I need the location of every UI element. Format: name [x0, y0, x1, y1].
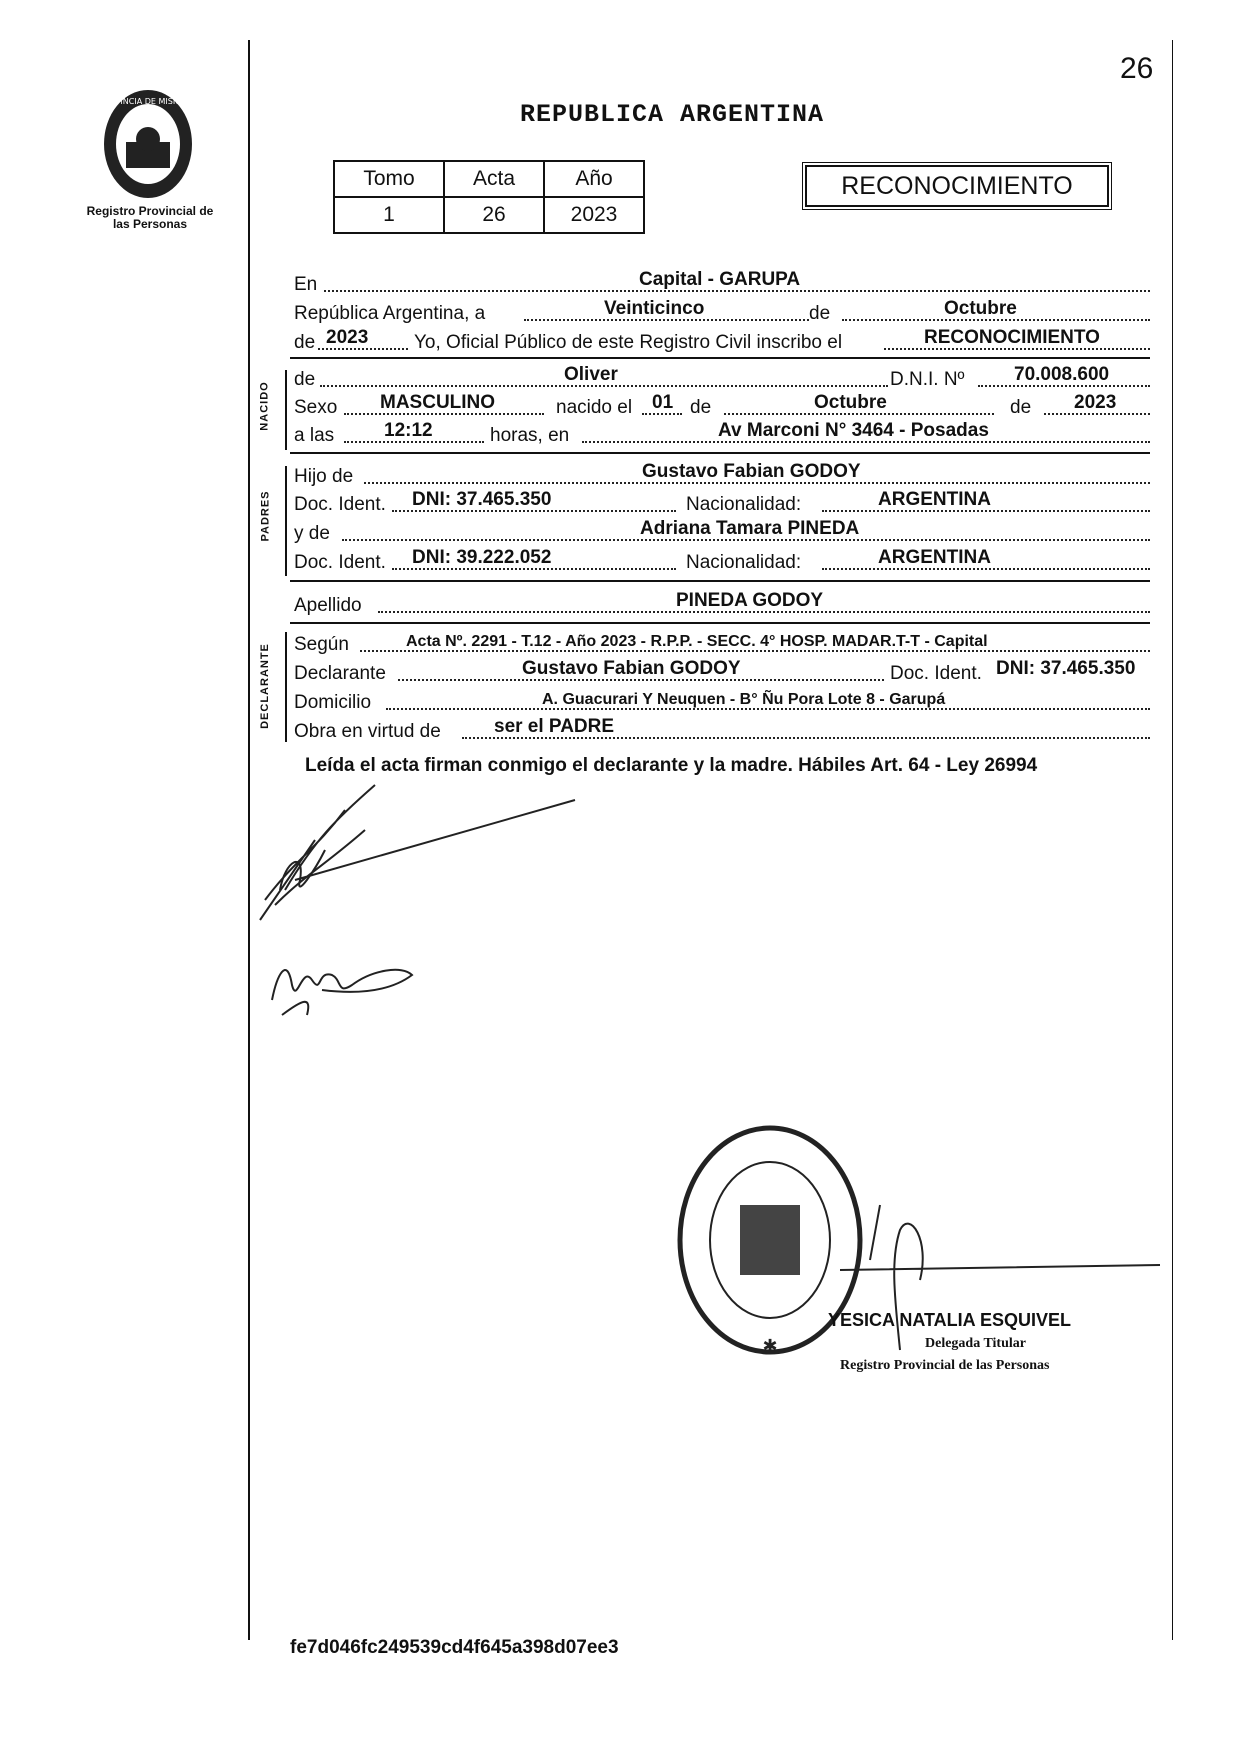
- label-de: de: [809, 303, 831, 324]
- section-bar-padres: [285, 466, 287, 576]
- value-dni: 70.008.600: [1014, 364, 1110, 385]
- label-doc-madre: Doc. Ident.: [294, 552, 386, 573]
- province-seal-logo: [88, 84, 208, 204]
- label-domicilio: Domicilio: [294, 692, 372, 713]
- value-anio: 2023: [326, 327, 369, 348]
- label-y-de: y de: [294, 523, 330, 544]
- section-label-declarante: DECLARANTE: [258, 643, 271, 729]
- divider: [290, 452, 1150, 454]
- value-nac-lugar: Av Marconi N° 3464 - Posadas: [718, 420, 989, 441]
- value-lugar: Capital - GARUPA: [639, 269, 801, 290]
- row-segun: [294, 630, 1154, 658]
- section-label-nacido: NACIDO: [258, 381, 271, 431]
- value-sexo: MASCULINO: [380, 392, 496, 413]
- label-en: En: [294, 274, 318, 295]
- label-hijo-de: Hijo de: [294, 466, 354, 487]
- value-madre-doc: DNI: 39.222.052: [412, 547, 552, 568]
- label-doc-padre: Doc. Ident.: [294, 494, 386, 515]
- logo-caption: Registro Provincial de las Personas: [86, 204, 214, 231]
- value-declarante: Gustavo Fabian GODOY: [522, 658, 741, 679]
- label-de-mes: de: [690, 397, 712, 418]
- label-a-las: a las: [294, 425, 335, 446]
- label-doc-declarante: Doc. Ident.: [890, 663, 982, 684]
- row-republica: [294, 299, 1154, 327]
- value-madre: Adriana Tamara PINEDA: [640, 518, 860, 539]
- value-nac-mes: Octubre: [814, 392, 887, 413]
- divider: [290, 357, 1150, 359]
- label-de-anio-nac: de: [1010, 397, 1032, 418]
- value-domicilio: A. Guacurari Y Neuquen - B° Ñu Pora Lote 8 - Garupá: [542, 691, 946, 708]
- section-label-padres: PADRES: [259, 490, 272, 542]
- logo-top-text: PROVINCIA DE MISIONES: [98, 97, 198, 106]
- label-nac-padre: Nacionalidad:: [686, 494, 802, 515]
- row-sexo: [294, 393, 1154, 421]
- label-dni: D.N.I. Nº: [890, 369, 965, 390]
- label-obra: Obra en virtud de: [294, 721, 441, 742]
- row-obra: [294, 717, 1154, 745]
- value-mes: Octubre: [944, 298, 1017, 319]
- value-segun: Acta Nº. 2291 - T.12 - Año 2023 - R.P.P. - SECC. 4° HOSP. MADAR.T-T - Capital: [406, 633, 988, 650]
- divider: [290, 622, 1150, 624]
- value-padre-nac: ARGENTINA: [878, 489, 991, 510]
- value-madre-nac: ARGENTINA: [878, 547, 991, 568]
- official-role: Delegada Titular: [925, 1336, 1026, 1351]
- value-tipo: RECONOCIMIENTO: [924, 327, 1100, 348]
- row-madre: [294, 519, 1154, 547]
- record-table-header-row: [334, 161, 644, 197]
- value-hora: 12:12: [384, 420, 433, 441]
- value-dia: Veinticinco: [604, 298, 705, 319]
- label-declarante: Declarante: [294, 663, 386, 684]
- record-value-acta: 26: [444, 197, 544, 233]
- right-margin-line: [1172, 40, 1173, 1640]
- row-hora: [294, 421, 1154, 449]
- label-apellido: Apellido: [294, 595, 362, 616]
- row-anio-tipo: [294, 328, 1154, 356]
- row-madre-doc: [294, 548, 1154, 576]
- label-horas-en: horas, en: [490, 425, 570, 446]
- value-obra: ser el PADRE: [494, 716, 615, 737]
- row-en: [294, 270, 1154, 298]
- left-margin-line: [248, 40, 250, 1640]
- section-bar-declarante: [285, 632, 287, 742]
- closing-note: Leída el acta firman conmigo el declarante y la madre. Hábiles Art. 64 - Ley 26994: [305, 755, 1038, 776]
- page-title: REPUBLICA ARGENTINA: [520, 100, 825, 129]
- record-value-tomo: 1: [334, 197, 444, 233]
- record-table-value-row: [334, 197, 644, 233]
- signature-declarante: [255, 780, 585, 930]
- label-nac-madre: Nacionalidad:: [686, 552, 802, 573]
- value-nac-dia: 01: [652, 392, 674, 413]
- section-bar-nacido: [285, 370, 287, 450]
- record-value-anio: 2023: [544, 197, 644, 233]
- svg-text:✱: ✱: [762, 1336, 778, 1357]
- divider: [290, 580, 1150, 582]
- page-number: 26: [1120, 52, 1154, 85]
- label-de-nombre: de: [294, 369, 316, 390]
- record-header-acta: Acta: [444, 161, 544, 197]
- row-padre: [294, 462, 1154, 490]
- label-de-anio: de: [294, 332, 316, 353]
- label-sexo: Sexo: [294, 397, 338, 418]
- row-domicilio: [294, 688, 1154, 716]
- label-oficial-texto: Yo, Oficial Público de este Registro Civil inscribo el: [414, 332, 843, 353]
- row-padre-doc: [294, 490, 1154, 518]
- official-org: Registro Provincial de las Personas: [840, 1358, 1050, 1373]
- record-table: [333, 160, 645, 234]
- label-nacido-el: nacido el: [556, 397, 633, 418]
- value-nac-anio: 2023: [1074, 392, 1117, 413]
- row-apellido: [294, 591, 1154, 619]
- value-apellido: PINEDA GODOY: [676, 590, 824, 611]
- row-declarante: [294, 659, 1154, 687]
- label-republica: República Argentina, a: [294, 303, 486, 324]
- record-header-tomo: Tomo: [334, 161, 444, 197]
- act-type-badge: RECONOCIMIENTO: [805, 165, 1109, 207]
- signature-madre: [262, 945, 422, 1025]
- document-hash: fe7d046fc249539cd4f645a398d07ee3: [290, 1637, 619, 1658]
- row-nombre: [294, 365, 1154, 393]
- value-padre-doc: DNI: 37.465.350: [412, 489, 552, 510]
- label-segun: Según: [294, 634, 349, 655]
- record-header-anio: Año: [544, 161, 644, 197]
- value-doc-declarante: DNI: 37.465.350: [996, 658, 1136, 679]
- official-name: YESICA NATALIA ESQUIVEL: [828, 1310, 1072, 1330]
- value-padre: Gustavo Fabian GODOY: [642, 461, 861, 482]
- value-nombre: Oliver: [564, 364, 618, 385]
